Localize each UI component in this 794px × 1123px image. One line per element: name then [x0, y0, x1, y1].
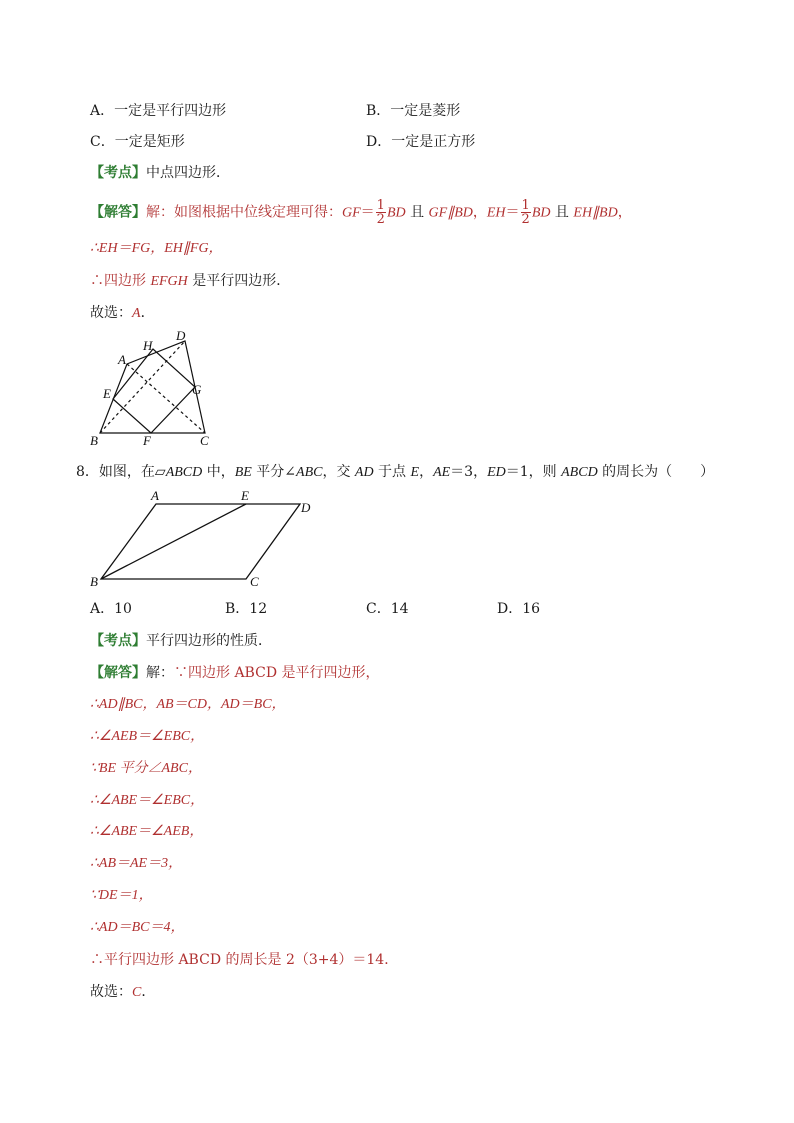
- half-fraction: [376, 199, 386, 226]
- stem-text: 的周长为（ ）: [597, 464, 715, 480]
- half-fraction: [521, 199, 531, 226]
- kaodian-line: [90, 164, 230, 182]
- comma: ，: [617, 204, 632, 221]
- answer-line: [90, 304, 155, 323]
- jieda-prefix: 解：如图根据中位线定理可得：: [146, 204, 342, 221]
- label-c: C: [200, 433, 209, 448]
- step-line: ∴AD∥BC，AB＝CD，AD＝BC，: [90, 697, 286, 712]
- option-a: A．一定是平行四边形: [90, 103, 227, 119]
- jieda-line: [90, 664, 380, 682]
- step-line: ∴AB＝AE＝3，: [90, 856, 183, 871]
- qie-word: 且: [550, 204, 574, 221]
- diagonal-bd: [100, 341, 185, 433]
- option-a: A．10: [90, 601, 132, 617]
- comma: ，: [472, 204, 487, 221]
- eq-sign: ＝: [505, 204, 520, 221]
- step-line: ∵DE＝1，: [90, 888, 153, 903]
- answer-line: [90, 983, 155, 1002]
- question-8-stem: [76, 463, 714, 482]
- eh-term: EH: [486, 205, 506, 221]
- step-text: ∵四边形 ABCD 是平行四边形，: [174, 665, 380, 681]
- stem-var: ED: [487, 465, 506, 480]
- answer-pre: 故选：: [90, 984, 132, 1000]
- stem-text: 于点: [373, 464, 411, 480]
- gf-term: GF: [342, 205, 361, 221]
- step-line: ∵BE 平分∠ABC，: [90, 761, 202, 776]
- stem-var: E: [410, 465, 420, 480]
- option-d: D．16: [497, 601, 541, 617]
- stem-text: ＝3，: [450, 464, 488, 480]
- option-d: D．一定是正方形: [366, 134, 476, 150]
- step-post: 是平行四边形．: [187, 273, 291, 289]
- stem-text: ＝1，则: [505, 464, 562, 480]
- outer-quadrilateral: [100, 341, 205, 433]
- frac-num: 1: [376, 198, 385, 213]
- option-c: C．14: [366, 601, 409, 617]
- answer-value: C: [132, 985, 142, 1000]
- label-a: A: [118, 352, 126, 367]
- stem-text: 平分∠: [251, 464, 297, 480]
- segment-be: [101, 504, 246, 579]
- parallelogram-abcd: [101, 504, 300, 579]
- frac-den: 2: [521, 212, 530, 227]
- jieda-tag: 【解答】: [90, 204, 146, 221]
- step-line: ∴∠AEB＝∠EBC，: [90, 729, 205, 744]
- option-b: B．12: [225, 601, 268, 617]
- stem-text: ，: [419, 464, 434, 480]
- step-line: ∴∠ABE＝∠AEB，: [90, 824, 204, 839]
- step-mid: EFGH: [150, 274, 188, 289]
- stem-var: ABCD: [165, 465, 203, 480]
- stem-text: ，交: [322, 464, 355, 480]
- label-b: B: [90, 433, 98, 448]
- step-line: ∴∠ABE＝∠EBC，: [90, 793, 205, 808]
- eq-sign: ＝: [360, 204, 375, 221]
- question-number: 8．: [76, 464, 99, 480]
- step-line: ∴AD＝BC＝4，: [90, 920, 185, 935]
- bd-term: BD: [531, 205, 551, 221]
- step-line: ∴EH＝FG，EH∥FG，: [90, 241, 223, 256]
- eh-par-bd: EH∥BD: [573, 205, 618, 221]
- parallelogram-symbol: ▱: [154, 464, 166, 480]
- label-d: D: [301, 500, 311, 515]
- label-e: E: [103, 386, 111, 401]
- frac-num: 1: [521, 198, 530, 213]
- stem-text: 如图，在: [98, 464, 155, 480]
- kaodian-text: 平行四边形的性质．: [146, 633, 272, 649]
- answer-post: ．: [141, 984, 156, 1000]
- answer-value: A: [132, 306, 141, 321]
- jieda-line: [90, 199, 632, 226]
- label-g: G: [192, 382, 202, 397]
- label-b: B: [90, 574, 98, 589]
- kaodian-tag: 【考点】: [90, 165, 146, 181]
- label-e: E: [241, 488, 249, 503]
- stem-var: AE: [433, 465, 451, 480]
- kaodian-tag: 【考点】: [90, 633, 146, 649]
- quadrilateral-figure: [80, 325, 230, 450]
- bd-term: BD: [386, 205, 406, 221]
- option-c: C．一定是矩形: [90, 134, 185, 150]
- gf-par-bd: GF∥BD: [428, 205, 473, 221]
- stem-var: AD: [354, 465, 374, 480]
- parallelogram-figure: [86, 486, 316, 590]
- stem-var: BE: [234, 465, 252, 480]
- qie-word: 且: [405, 204, 429, 221]
- label-a: A: [151, 488, 159, 503]
- label-f: F: [143, 433, 151, 448]
- step-pre: ∴四边形: [90, 273, 151, 289]
- stem-var: ABC: [296, 465, 323, 480]
- kaodian-text: 中点四边形．: [146, 165, 230, 181]
- stem-text: 中，: [202, 464, 235, 480]
- frac-den: 2: [376, 212, 385, 227]
- option-b: B．一定是菱形: [366, 103, 461, 119]
- kaodian-line: [90, 632, 272, 650]
- jieda-prefix: 解：: [146, 665, 174, 681]
- stem-var: ABCD: [561, 465, 598, 480]
- label-h: H: [143, 338, 153, 353]
- label-c: C: [250, 574, 259, 589]
- step-line: [90, 272, 290, 291]
- jieda-tag: 【解答】: [90, 665, 146, 681]
- answer-post: ．: [140, 305, 155, 321]
- label-d: D: [176, 328, 186, 343]
- step-line: ∴平行四边形 ABCD 的周长是 2（3+4）＝14．: [90, 952, 399, 968]
- answer-pre: 故选：: [90, 305, 132, 321]
